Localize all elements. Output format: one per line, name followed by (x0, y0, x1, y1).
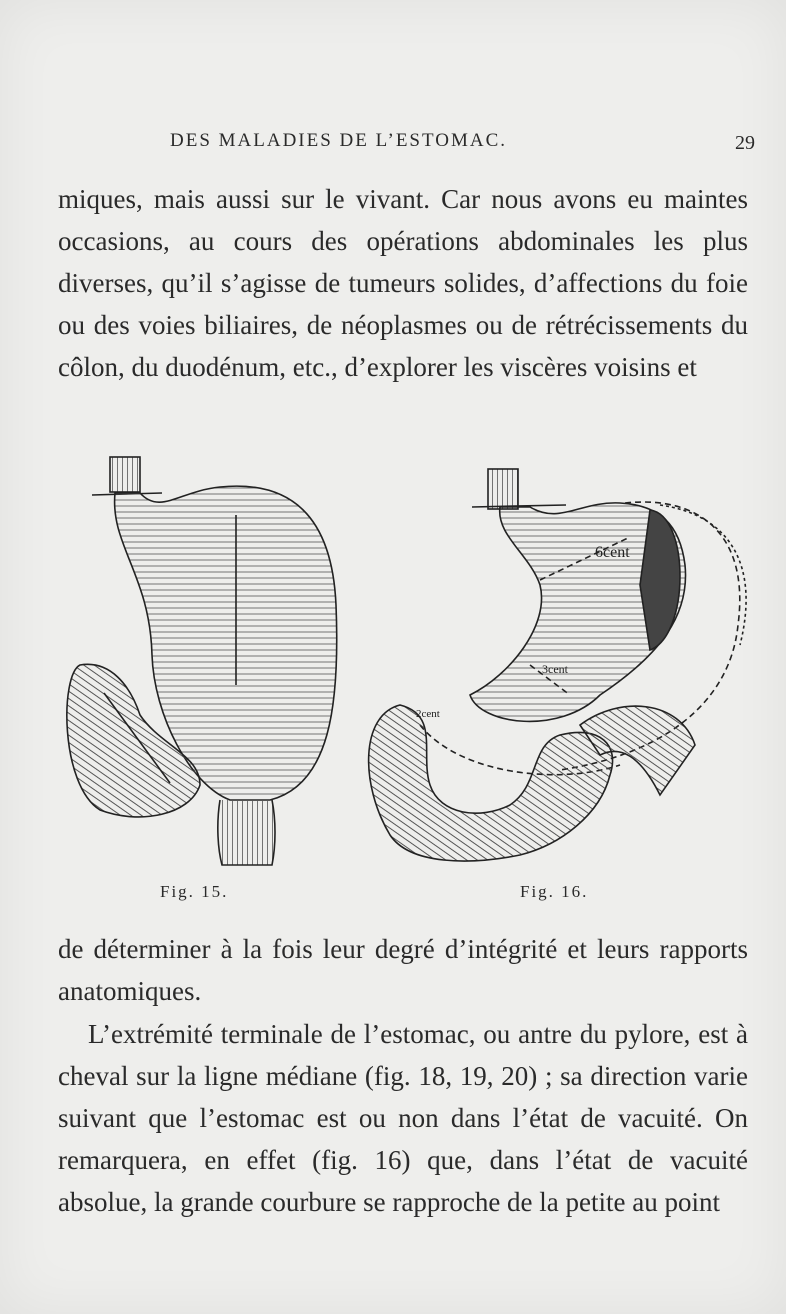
figure-block (40, 455, 760, 915)
fig15-caption: Fig. 15. (160, 882, 229, 901)
running-head: DES MALADIES DE L’ESTOMAC. (170, 130, 508, 151)
fig15-stomach-drawing (67, 457, 337, 865)
fig16-label-3cent: 3cent (542, 662, 568, 676)
fig16-caption: Fig. 16. (520, 882, 589, 901)
paragraph-3: L’extrémité terminale de l’estomac, ou antre du pylore, est à cheval sur la ligne médiane (fig. 18, 19, 20) ; sa direction varie suivant que l’estomac est ou non dans l’état de vacuité. On remarquera, en effet (fig. 16) que, dans l’état de vacuité absolue, la grande courbure se rapproche de la petite au point (58, 1019, 748, 1217)
fig16-label-2cent: 2cent (416, 708, 440, 720)
page-number: 29 (735, 132, 755, 154)
fig16-stomach-drawing (369, 469, 746, 861)
fig16-label-6cent: 6cent (595, 544, 630, 561)
paragraph-2: de déterminer à la fois leur degré d’intégrité et leurs rapports anatomiques. (58, 934, 748, 1006)
page-header (60, 130, 755, 160)
stomach-illustrations (40, 455, 760, 915)
paragraph-1: miques, mais aussi sur le vivant. Car nous avons eu maintes occasions, au cours des opérations abdominales les plus diverses, qu’il s’agisse de tumeurs solides, d’affections du foie ou des voies biliaires, de néoplasmes ou de rétrécissements du côlon, du duodénum, etc., d’explorer les viscères voisins et (58, 184, 748, 382)
